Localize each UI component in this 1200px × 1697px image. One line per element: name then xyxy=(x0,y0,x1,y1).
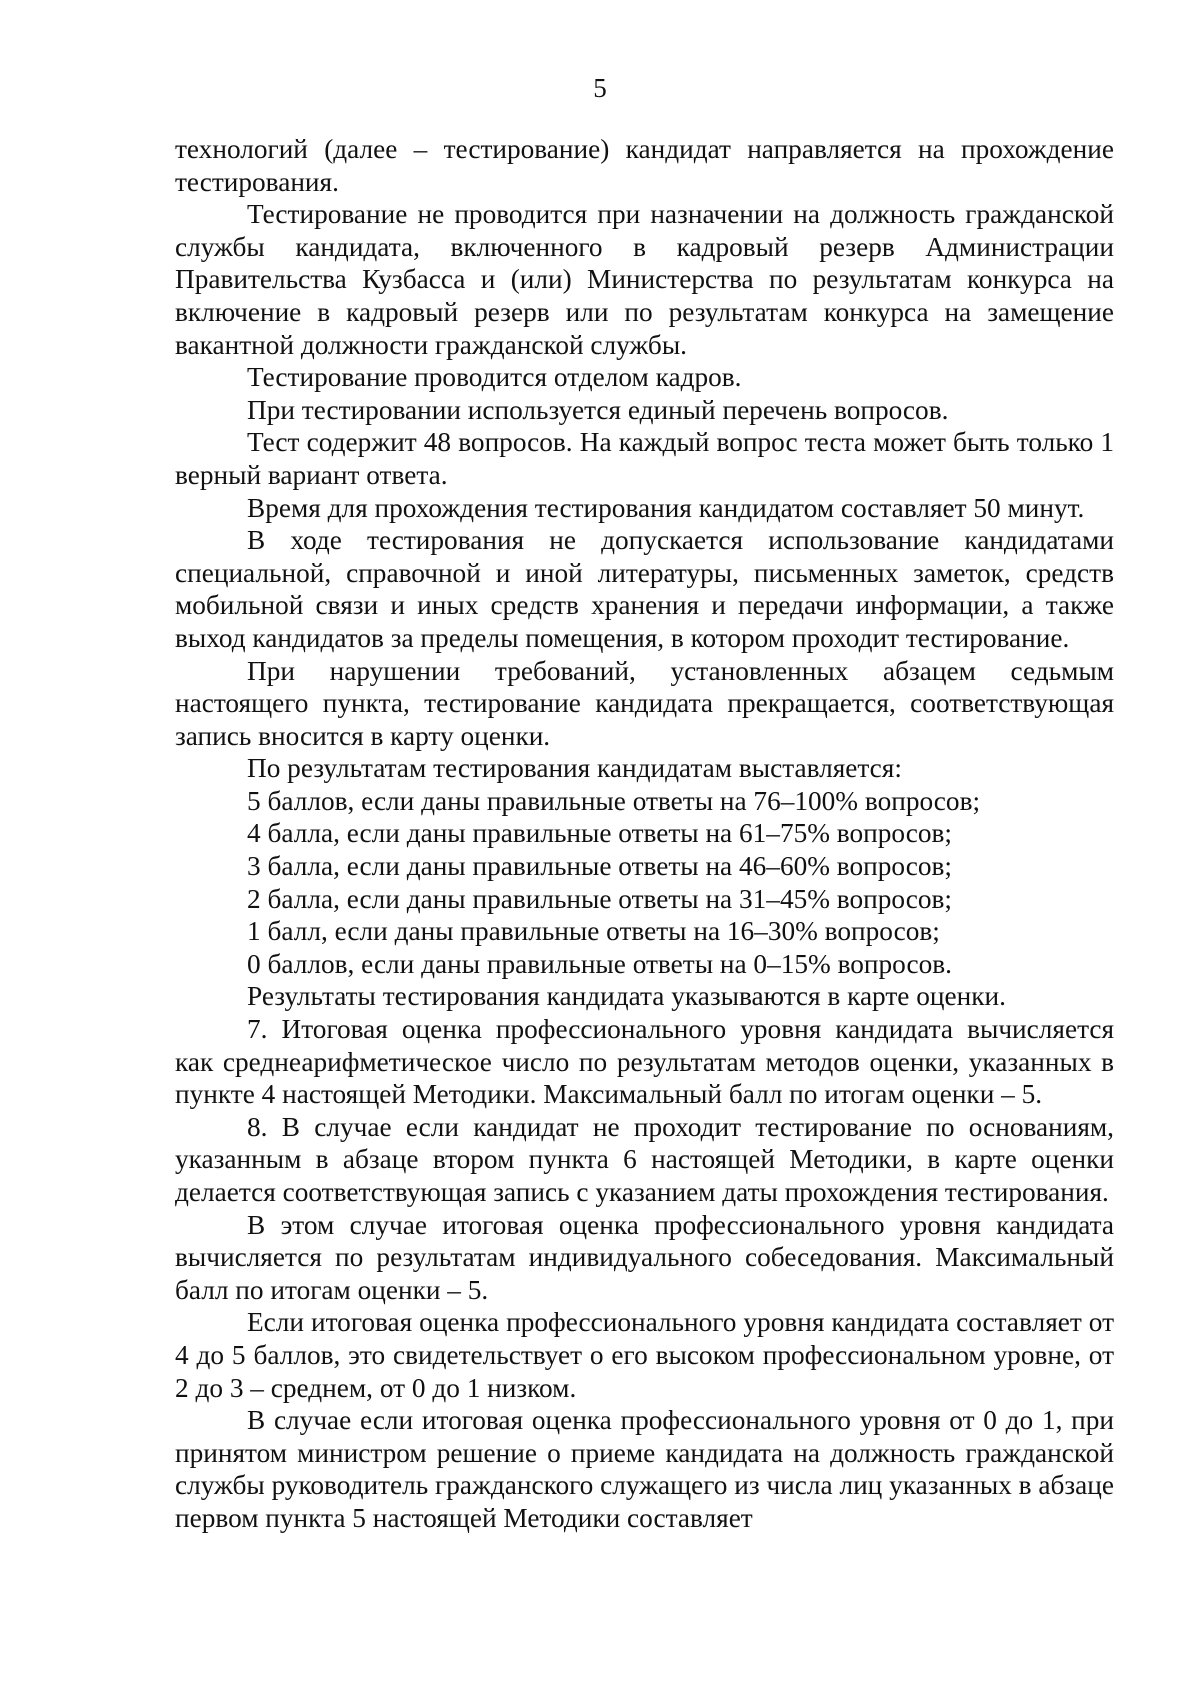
score-list-item: 4 балла, если даны правильные ответы на 61–75% вопросов; xyxy=(247,818,952,849)
paragraph-continuation: технологий (далее – тестирование) кандидат направляется на прохождение тестирования. xyxy=(175,134,1114,197)
score-list-item: 0 баллов, если даны правильные ответы на 0–15% вопросов. xyxy=(247,948,952,979)
score-list-item: 3 балла, если даны правильные ответы на 46–60% вопросов; xyxy=(247,851,952,882)
paragraph-item-8: 8. В случае если кандидат не проходит тестирование по основаниям, указанным в абзаце втором пункта 6 настоящей Методики, в карте оценки делается соответствующая запись с указанием даты прохождения тестирования. xyxy=(175,1111,1114,1207)
paragraph: Тест содержит 48 вопросов. На каждый вопрос теста может быть только 1 верный вариант ответа. xyxy=(175,427,1114,490)
document-body xyxy=(175,133,1114,1535)
paragraph: Тестирование проводится отделом кадров. xyxy=(247,362,742,393)
paragraph: Тестирование не проводится при назначении на должность гражданской службы кандидата, включенного в кадровый резерв Администрации Правительства Кузбасса и (или) Министерства по результатам конкурса на включение в кадровый резерв или по результатам конкурса на замещение вакантной должности гражданской службы. xyxy=(175,199,1114,360)
paragraph-item-7: 7. Итоговая оценка профессионального уровня кандидата вычисляется как среднеарифметическое число по результатам методов оценки, указанных в пункте 4 настоящей Методики. Максимальный балл по итогам оценки – 5. xyxy=(175,1014,1114,1110)
paragraph: В этом случае итоговая оценка профессионального уровня кандидата вычисляется по результатам индивидуального собеседования. Максимальный балл по итогам оценки – 5. xyxy=(175,1209,1114,1305)
paragraph: При тестировании используется единый перечень вопросов. xyxy=(247,394,949,425)
score-list-item: 5 баллов, если даны правильные ответы на 76–100% вопросов; xyxy=(247,785,981,816)
paragraph: В ходе тестирования не допускается использование кандидатами специальной, справочной и иной литературы, письменных заметок, средств мобильной связи и иных средств хранения и передачи информации, а также выход кандидатов за пределы помещения, в котором проходит тестирование. xyxy=(175,525,1114,653)
paragraph: По результатам тестирования кандидатам выставляется: xyxy=(247,753,902,784)
paragraph: При нарушении требований, установленных абзацем седьмым настоящего пункта, тестирование кандидата прекращается, соответствующая запись вносится в карту оценки. xyxy=(175,655,1114,751)
score-list-item: 1 балл, если даны правильные ответы на 16–30% вопросов; xyxy=(247,916,940,947)
page-number: 5 xyxy=(593,73,607,103)
paragraph: Время для прохождения тестирования кандидатом составляет 50 минут. xyxy=(247,492,1085,523)
paragraph: Если итоговая оценка профессионального уровня кандидата составляет от 4 до 5 баллов, это свидетельствует о его высоком профессиональном уровне, от 2 до 3 – среднем, от 0 до 1 низком. xyxy=(175,1307,1114,1403)
paragraph: Результаты тестирования кандидата указываются в карте оценки. xyxy=(247,981,1006,1012)
paragraph: В случае если итоговая оценка профессионального уровня от 0 до 1, при принятом министром решение о приеме кандидата на должность гражданской службы руководитель гражданского служащего из числа лиц указанных в абзаце первом пункта 5 настоящей Методики составляет xyxy=(175,1405,1114,1533)
score-list-item: 2 балла, если даны правильные ответы на 31–45% вопросов; xyxy=(247,883,952,914)
